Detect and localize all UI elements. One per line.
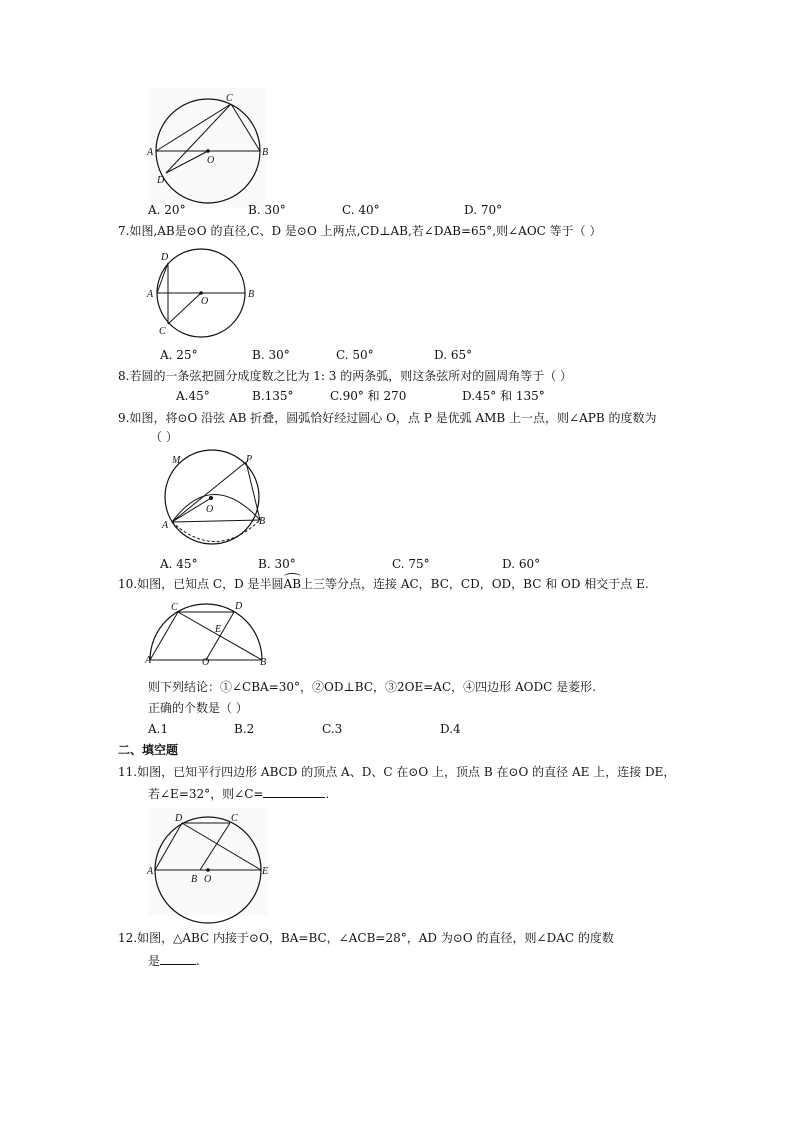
- q6-options: [148, 202, 528, 218]
- q10-ask: 正确的个数是（ ）: [148, 701, 248, 715]
- answer-blank[interactable]: [160, 952, 196, 965]
- q8-text: 8.若圆的一条弦把圆分成度数之比为 1: 3 的两条弧，则这条弦所对的圆周角等于（ ）: [118, 369, 573, 383]
- q7-options: [160, 347, 520, 363]
- q11-text: 11.如图，已知平行四边形 ABCD 的顶点 A、D、C 在⊙O 上，顶点 B 在⊙O 的直径 AE 上，连接 DE，: [118, 765, 676, 779]
- q8-option-d: D.45° 和 135°: [462, 389, 545, 403]
- q12-text-line2: 是 .: [148, 954, 200, 968]
- point-label-c: C: [159, 326, 166, 337]
- q8-option-c: C.90° 和 270: [330, 389, 407, 403]
- q12-text: 12.如图，△ABC 内接于⊙O，BA=BC，∠ACB=28°，AD 为⊙O 的直径，则∠DAC 的度数: [118, 931, 614, 945]
- q10-option-d: D.4: [440, 722, 461, 736]
- q10-text-pre: 10.如图，已知点 C，D 是半圆: [118, 577, 284, 591]
- point-label-m: M: [172, 455, 181, 466]
- point-label-b: B: [191, 874, 198, 885]
- q11-text-line2: 若∠E=32°，则∠C= .: [148, 787, 330, 801]
- figure-q10: [142, 598, 276, 670]
- figure-q11: [144, 808, 272, 918]
- q9-options: [160, 556, 560, 572]
- q9-option-c: C. 75°: [392, 557, 430, 571]
- point-label-a: A: [147, 866, 154, 877]
- q6-option-c: C. 40°: [342, 203, 380, 217]
- q10-text: [118, 576, 649, 592]
- q10-option-b: B.2: [234, 722, 255, 736]
- point-label-c: C: [171, 602, 178, 613]
- figure-q9: [158, 450, 276, 548]
- section-title-fill-in: 二、填空题: [118, 743, 179, 757]
- q8-option-a: A.45°: [176, 389, 210, 403]
- point-label-o: O: [202, 657, 210, 668]
- q9-option-d: D. 60°: [502, 557, 541, 571]
- figure-q7: [144, 248, 268, 340]
- q7-option-d: D. 65°: [434, 348, 473, 362]
- q10-options: [148, 721, 508, 737]
- q10-option-a: A.1: [148, 722, 169, 736]
- point-label-e: E: [215, 624, 222, 635]
- point-label-o: O: [207, 155, 215, 166]
- point-label-c: C: [226, 93, 233, 104]
- point-label-d: D: [175, 813, 183, 824]
- point-label-o: O: [204, 874, 212, 885]
- q10-conclusions: 则下列结论：①∠CBA=30°，②OD⊥BC，③2OE=AC，④四边形 AODC 是菱形.: [148, 680, 596, 694]
- q7-option-c: C. 50°: [336, 348, 374, 362]
- point-label-o: O: [201, 296, 209, 307]
- point-label-b: B: [259, 516, 266, 527]
- point-label-o: O: [206, 504, 214, 515]
- point-label-c: C: [231, 813, 238, 824]
- arc-ab-symbol: AB: [283, 577, 302, 591]
- answer-blank[interactable]: [263, 785, 325, 798]
- point-label-e: E: [262, 866, 269, 877]
- point-label-d: D: [235, 601, 243, 612]
- point-label-b: B: [262, 147, 269, 158]
- figure-q6: [140, 88, 274, 210]
- q8-option-b: B.135°: [252, 389, 294, 403]
- q10-text-post: 上三等分点，连接 AC，BC，CD，OD，BC 和 OD 相交于点 E.: [301, 577, 649, 591]
- q6-option-b: B. 30°: [248, 203, 286, 217]
- point-label-d: D: [161, 252, 169, 263]
- point-label-a: A: [162, 520, 169, 531]
- q9-paren: （ ）: [150, 430, 178, 444]
- q9-option-a: A. 45°: [160, 557, 198, 571]
- q10-option-c: C.3: [322, 722, 343, 736]
- point-label-p: P: [246, 454, 253, 465]
- point-label-d: D: [157, 175, 165, 186]
- point-label-a: A: [147, 147, 154, 158]
- point-label-b: B: [260, 657, 267, 668]
- q6-option-d: D. 70°: [464, 203, 503, 217]
- point-label-a: A: [147, 289, 154, 300]
- point-label-a: A: [145, 655, 152, 666]
- q9-option-b: B. 30°: [258, 557, 296, 571]
- point-label-b: B: [248, 289, 255, 300]
- q8-options: [176, 388, 576, 404]
- q9-text: 9.如图，将⊙O 沿弦 AB 折叠，圆弧恰好经过圆心 O，点 P 是优弧 AMB 上一点，则∠APB 的度数为: [118, 411, 657, 425]
- q7-text: 7.如图,AB是⊙O 的直径,C、D 是⊙O 上两点,CD⊥AB,若∠DAB=65°,则∠AOC 等于（ ）: [118, 224, 602, 238]
- q6-option-a: A. 20°: [148, 203, 186, 217]
- q7-option-a: A. 25°: [160, 348, 198, 362]
- q7-option-b: B. 30°: [252, 348, 290, 362]
